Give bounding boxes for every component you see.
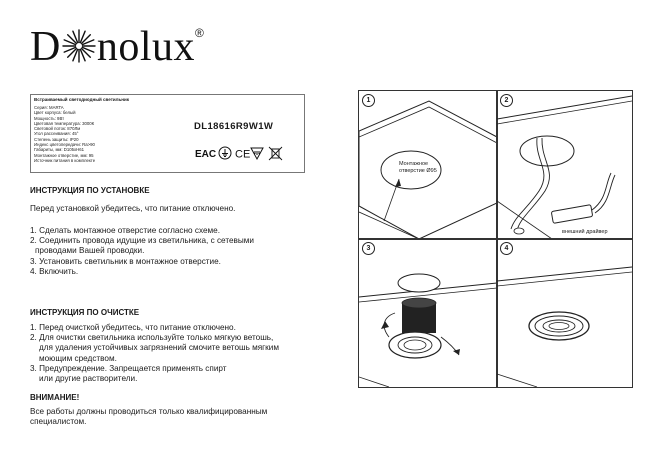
spec-line: Мощность: 9Вт — [34, 115, 65, 121]
install-step: 3. Установить светильник в монтажное отверстие. — [30, 256, 221, 266]
spec-line: Световой поток: 870Лм — [34, 126, 81, 132]
cleaning-step: для удаления устойчивых загрязнений смочите ветошь мягким — [39, 343, 279, 353]
cleaning-step: 1. Перед очисткой убедитесь, что питание отключено. — [30, 323, 236, 332]
diagram-panel-4 — [496, 238, 633, 388]
install-intro: Перед установкой убедитесь, что питание отключено. — [30, 204, 236, 213]
weee-bin-icon — [269, 147, 282, 160]
ground-icon — [219, 147, 231, 159]
logo-letter-d: D — [30, 24, 61, 70]
diagram-panel-3 — [358, 238, 498, 388]
certification-marks — [193, 145, 303, 161]
model-number: DL18616R9W1W — [194, 121, 274, 132]
spec-line: Серия: MARTA — [34, 105, 64, 110]
install-heading: ИНСТРУКЦИЯ ПО УСТАНОВКЕ — [30, 186, 150, 195]
warning-line: Все работы должны проводиться только квалифицированным — [30, 407, 268, 416]
step-number-badge: 2 — [500, 94, 513, 107]
class-iii-icon — [251, 148, 263, 159]
install-step: проводами Вашей проводки. — [35, 246, 145, 256]
spec-lines — [34, 105, 95, 163]
warning-line: специалистом. — [30, 417, 87, 427]
wiring-illustration — [497, 91, 632, 239]
insert-luminaire-illustration — [359, 239, 497, 387]
install-step: 4. Включить. — [30, 266, 79, 276]
cleaning-step: 2. Для очистки светильника используйте только мягкую ветошь, — [30, 333, 274, 343]
spec-line: Монтажное отверстие, мм: 95 — [34, 152, 94, 158]
install-steps — [30, 226, 254, 277]
driver-note: внешний драйвер — [562, 229, 608, 235]
spec-box — [30, 94, 305, 173]
spec-line: Цветовая температура: 3000К — [34, 120, 95, 126]
brand-logo — [30, 22, 260, 72]
warning-heading: ВНИМАНИЕ! — [30, 393, 80, 402]
registered-mark: ® — [195, 26, 204, 40]
spec-line: Угол рассеивания: 45° — [34, 131, 79, 137]
svg-text:EAC: EAC — [195, 149, 217, 160]
step-number-badge: 4 — [500, 242, 513, 255]
svg-text:CE: CE — [235, 148, 251, 161]
install-step: 1. Сделать монтажное отверстие согласно схеме. — [30, 226, 220, 235]
cleaning-step: моющим средством. — [39, 353, 117, 363]
diagram-panel-2 — [496, 90, 633, 240]
spec-line: Источник питания в комплекте — [34, 157, 96, 163]
cleaning-steps — [30, 323, 279, 384]
spec-title: Встраиваемый светодиодный светильник — [34, 97, 130, 102]
spec-line: Индекс цветопередачи: Ra>90 — [34, 142, 95, 148]
step-number-badge: 1 — [362, 94, 375, 107]
spec-line: Цвет корпуса: белый — [34, 110, 76, 116]
install-step: 2. Соединить провода идущие из светильника, с сетевыми — [30, 236, 254, 246]
hole-note-line: отверстие Ø95 — [399, 167, 437, 174]
eac-mark-icon — [195, 149, 216, 160]
cleaning-heading: ИНСТРУКЦИЯ ПО ОЧИСТКЕ — [30, 308, 140, 317]
ce-mark-icon — [235, 149, 250, 161]
logo-text: nolux — [96, 24, 196, 70]
sunburst-icon — [62, 29, 96, 63]
spec-line: Габариты, мм: D105хH61 — [34, 147, 85, 153]
spec-line: Степень защиты: IP20 — [34, 136, 79, 142]
cleaning-step: или другие растворители. — [39, 373, 138, 383]
step-number-badge: 3 — [362, 242, 375, 255]
diagram-panel-1 — [358, 90, 498, 240]
cleaning-step: 3. Предупреждение. Запрещается применять спирт — [30, 363, 227, 373]
hole-note — [399, 161, 437, 174]
hole-note-line: Монтажное — [399, 161, 429, 167]
warning-text — [30, 407, 267, 427]
installed-luminaire-illustration — [497, 239, 632, 387]
